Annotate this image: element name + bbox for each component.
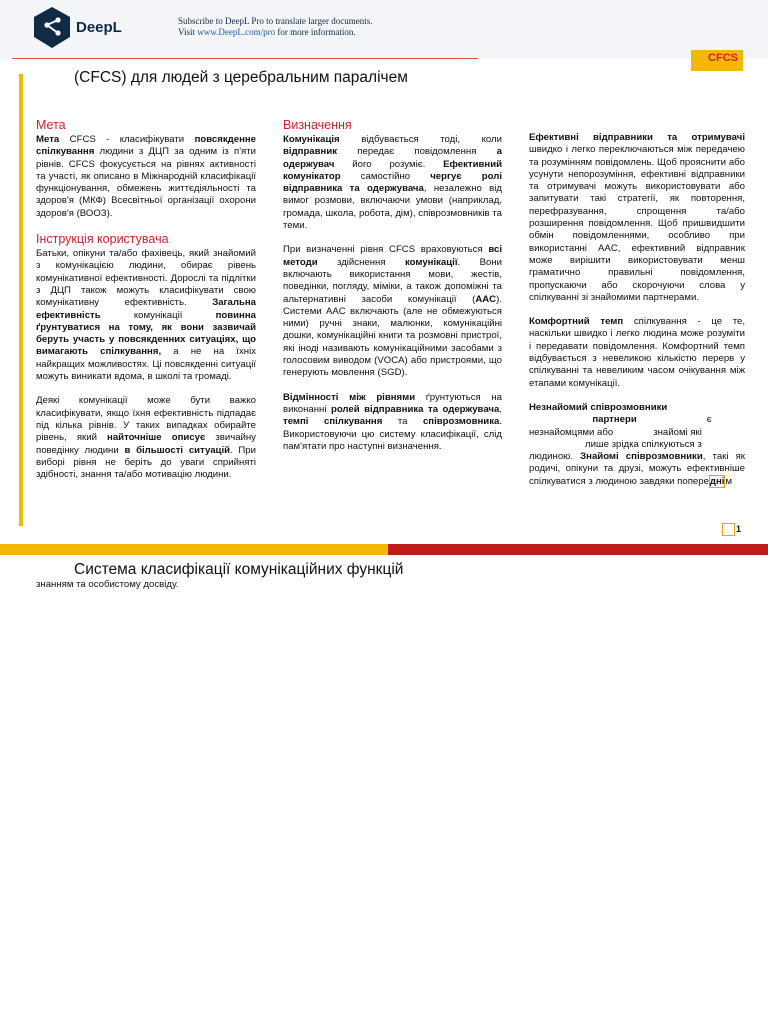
comfortable-pace-paragraph: Комфортний темп спілкування - це те, наскільки швидко і легко людина може розуміти і передавати повідомлення. Комфортний темп відбувається з невеликою кількістю перерв у спілкуванні та невеликим часом очікування між етапами комунікації. [529, 316, 745, 389]
levels-paragraph: Відмінності між рівнями ґрунтуються на виконанні ролей відправника та одержувача, темпі спілкування та співрозмовника. Використовуючи цю систему класифікації, слід пам'ятати про наступні визначення. [283, 391, 503, 452]
continuation-text: знанням та особистому досвіду. [36, 579, 179, 590]
deepl-logo-icon [33, 6, 71, 50]
section-title: Система класифікації комунікаційних функцій [74, 561, 404, 578]
deepl-pro-link[interactable]: www.DeepL.com/pro [197, 27, 276, 37]
brand-name: DeepL [76, 19, 122, 36]
promo-line-2: Visit www.DeepL.com/pro for more information. [178, 27, 356, 37]
column-right [529, 132, 745, 494]
partners-paragraph: Незнайомий співрозмовники партнери є незнайомцями або знайомі які лише зрідка спілкуються з людиною. Знайомі співрозмовники, такі як родичі, опікуни та друзі, можуть ефективніше спілкуватися з людиною завдяки попереднім [529, 401, 745, 487]
column-left [36, 118, 256, 493]
translator-banner [0, 0, 768, 58]
instruction-paragraph-2: Деякі комунікації може бути важко класифікувати, якщо їхня ефективність підпадає під кілька рівнів. У таких випадках обирайте рівень, який найточніше описує звичайну поведінку людини в більшості ситуацій. При виборі рівня не беріть до уваги сприйняті здібності, знання та/або мотивацію людини. [36, 395, 257, 481]
heading-definitions: Визначення [283, 118, 352, 132]
goal-paragraph: Мета CFCS - класифікувати повсякденне спілкування людини з ДЦП за одним із п'яти рівнів. CFCS фокусується на рівнях активності та участі, як описано в Міжнародній класифікації функціонування, обмежень життєдіяльності та здоров'я (МКФ) Всесвітньої організації охорони здоров'я (ВООЗ). [36, 134, 256, 219]
definitions-paragraph: Комунікація відбувається тоді, коли відправник передає повідомлення а одержувач його розуміє. Ефективний комунікатор самостійно чергує ролі відправника та одержувача, незалежно від вимог розмови, включаючи умови (наприклад, громада, школа, робота, дім), співрозмовників та теми. [283, 134, 502, 232]
effective-senders-paragraph: Ефективні відправники та отримувачі швидко і легко переключаються між передачею та розумінням повідомлень. Щоб прояснити або усунути непорозуміння, ефективні відправники та отримувачі можуть використовувати або запитувати такі стратегії, як повторення, перефразування, спрощення та/або розширення повідомлення. Щоб пришвидшити обмін повідомленнями, особливо при використанні AAC, ефективний відправник може вирішити використовувати менш граматично правильні повідомлення, пропускаючи або скорочуючи слова у спілкуванні зі знайомими партнерами. [529, 132, 745, 303]
promo-text [178, 16, 372, 38]
cfcs-badge: CFCS [691, 50, 743, 71]
promo-line-1: Subscribe to DeepL Pro to translate larger documents. [178, 16, 373, 26]
header-divider [12, 58, 478, 59]
page-number: 1 [736, 524, 742, 534]
column-middle [283, 118, 502, 465]
document-title: (CFCS) для людей з церебральним паралічем [74, 69, 408, 86]
instruction-paragraph: Батьки, опікуни та/або фахівець, який знайомий з комунікацією людини, обирає рівень комунікативної ефективності. Дорослі та підлітки з ДЦП також можуть класифікувати свою комунікативну ефективність. Загальна ефективність комунікації повинна ґрунтуватися на тому, як вони зазвичай беруть участь у повсякденних ситуаціях, що вимагають спілкування, а не на їхніх найкращих можливостях. Ці повсякденні ситуації можуть виникати вдома, в школі та громаді. [36, 248, 256, 383]
accent-bar [19, 74, 23, 526]
footer-band-red [388, 544, 768, 555]
heading-user-instruction: Інструкція користувача [36, 232, 169, 247]
heading-goal: Мета [36, 118, 66, 132]
footer-band-yellow [0, 544, 388, 555]
methods-paragraph: При визначенні рівня CFCS враховуються всі методи здійснення комунікації. Вони включають використання мови, жестів, поведінки, погляду, міміки, а також допоміжні та альтернативні засоби комунікації (AAC). Системи AAC включають (але не обмежуються ними) ручні знаки, малюнки, комунікаційні дошки, комунікаційні книги та розмовні пристрої, які іноді називають комунікаційними засобами з голосовим виводом (VOCA) або пристроями, що генерують мовлення (SGD). [283, 244, 502, 379]
comment-marker [722, 523, 735, 536]
